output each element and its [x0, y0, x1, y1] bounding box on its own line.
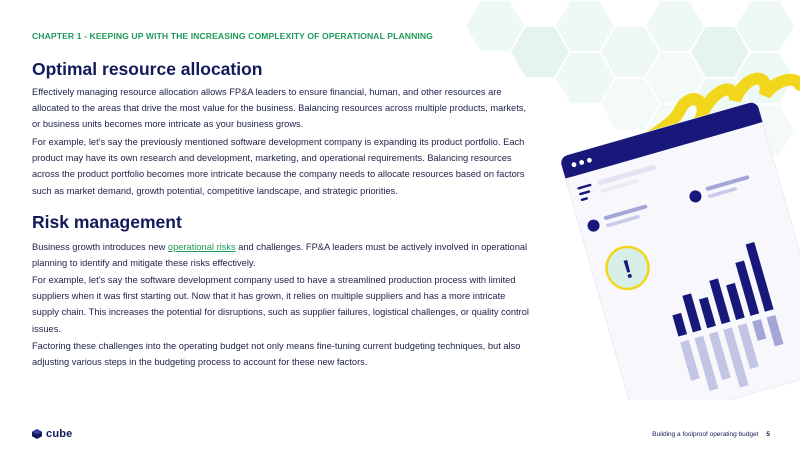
dashboard-illustration	[560, 70, 800, 400]
paragraph	[32, 239, 532, 271]
dashboard-card	[560, 101, 800, 400]
page-number: 5	[766, 431, 770, 438]
section-heading-risk-management: Risk management	[32, 212, 182, 232]
operational-risks-link[interactable]: operational risks	[167, 242, 236, 252]
cube-logo	[32, 428, 72, 440]
paragraph: Effectively managing resource allocation allows FP&A leaders to ensure financial, human, and other resources are allocated to the areas that drive the most value for the business. Balancing resources across multiple products, markets, or business units becomes more intricate as your business grows.	[32, 87, 527, 130]
page-footer	[652, 431, 770, 438]
paragraph: For example, let’s say the software development company used to have a streamlined production process with limited suppliers when it was first starting out. Now that it has grown, it relies on multiple suppliers and has a more intricate supply chain. This increases the potential for disruptions, such as supplier failures, logistical challenges, or quality control issues.	[32, 275, 529, 334]
text-span: Business growth introduces new	[32, 242, 168, 252]
cube-logo-text: cube	[46, 428, 73, 440]
alert-exclamation-icon: !	[619, 253, 637, 285]
cube-logo-icon	[32, 429, 42, 439]
paragraph: Factoring these challenges into the operating budget not only means fine-tuning current budgeting techniques, but also adjusting various steps in the budgeting process to account for these new factors.	[32, 341, 521, 368]
text-span: and challenges. FP&A leaders must be actively involved in operational planning to identify and mitigate these risks effectively.	[32, 242, 528, 269]
chapter-label: CHAPTER 1 - KEEPING UP WITH THE INCREASING COMPLEXITY OF OPERATIONAL PLANNING	[32, 31, 433, 41]
paragraph: For example, let’s say the previously mentioned software development company is expanding its product portfolio. Each product may have its own research and development, marketing, and operational requirements. Balancing resources across the product portfolio becomes more intricate because the company needs to allocate resources based on factors such as market demand, growth potential, competitive landscape, and strategic priorities.	[32, 137, 525, 196]
section-heading-resource-allocation: Optimal resource allocation	[32, 59, 263, 79]
document-title: Building a foolproof operating budget	[652, 431, 759, 438]
